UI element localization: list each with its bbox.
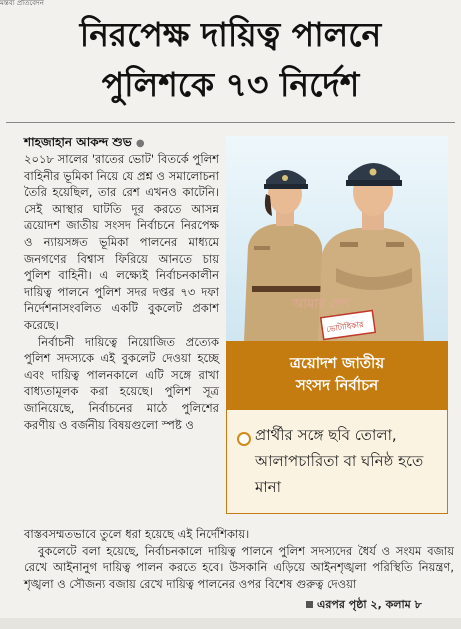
page-bottom-edge bbox=[0, 618, 461, 629]
headline bbox=[0, 10, 461, 110]
paragraph-2-end: বাস্তবসম্মতভাবে তুলে ধরা হয়েছে এই নির্দেশিকায়। bbox=[24, 527, 250, 541]
police-officers-image bbox=[226, 136, 448, 341]
watermark: আমার দেশ bbox=[292, 297, 350, 312]
headline-line-2: পুলিশকে ৭৩ নির্দেশ bbox=[101, 65, 360, 104]
paragraph-2: নির্বাচনী দায়িত্বে নিয়োজিত প্রত্যেক পুলিশ সদস্যকে এই বুকলেট দেওয়া হচ্ছে এবং দায়িত্ব পালনকালে এটি সঙ্গে রাখা বাধ্যতামূলক করা হয়েছে। পুলিশ সূত্র জানিয়েছে, নির্বাচনের মাঠে পুলিশের করণীয় ও বর্জনীয় বিষয়গুলো স্পষ্ট ও bbox=[24, 334, 219, 432]
article-column-1 bbox=[24, 151, 219, 433]
police-illustration bbox=[226, 136, 448, 341]
continuation-note bbox=[306, 596, 422, 615]
top-strip: মন্তব্য প্রতিবেদন bbox=[0, 0, 44, 6]
byline-bullet-icon: ● bbox=[135, 138, 145, 149]
headline-rule bbox=[6, 122, 455, 123]
banner-line-1: ত্রয়োদশ জাতীয় bbox=[289, 354, 385, 372]
paragraph-3: বুকলেটে বলা হয়েছে, নির্বাচনকালে দায়িত্ব পালনে পুলিশ সদস্যদের ধৈর্য ও সংযম বজায় রেখে আইনানুগ দায়িত্ব পালন করতে হবে। উসকানি এড়িয়ে আইনশৃঙ্খলা পরিস্থিতি নিয়ন্ত্রণ, শৃঙ্খলা ও সৌজন্য বজায় রেখে দায়িত্ব পালনের ওপর বিশেষ গুরুত্ব দেওয়া bbox=[24, 543, 454, 591]
paragraph-1: ২০১৮ সালের 'রাতের ভোট' বিতর্কে পুলিশ বাহিনীর ভূমিকা নিয়ে যে প্রশ্ন ও সমালোচনা তৈরি হয়েছিল, তার রেশ এখনও কাটেনি। সেই আস্থার ঘাটতি দূর করতে আসন্ন ত্রয়োদশ জাতীয় সংসদ নির্বাচনে নিরপেক্ষ ও ন্যায়সঙ্গত ভূমিকা পালনের মাধ্যমে জনগণের বিশ্বাস ফিরিয়ে আনতে চায় পুলিশ বাহিনী। এ লক্ষ্যেই নির্বাচনকালীন দায়িত্ব পালনে পুলিশ সদর দপ্তর ৭৩ দফা নির্দেশনাসংবলিত একটি বুকলেট প্রকাশ করেছে। bbox=[24, 152, 219, 332]
ring-bullet-icon bbox=[237, 432, 251, 446]
article-full-width bbox=[24, 526, 454, 592]
callout-text: প্রার্থীর সঙ্গে ছবি তোলা, আলাপচারিতা বা ঘনিষ্ঠ হতে মানা bbox=[255, 426, 424, 496]
callout-box bbox=[226, 409, 448, 514]
banner-line-2: সংসদ নির্বাচন bbox=[295, 376, 379, 394]
continuation-text: এরপর পৃষ্ঠা ২, কলাম ৮ bbox=[317, 598, 422, 611]
author-name: শাহজাহান আকন্দ শুভ bbox=[24, 135, 132, 149]
square-bullet-icon bbox=[306, 601, 313, 608]
election-banner bbox=[226, 341, 448, 409]
headline-line-1: নিরপেক্ষ দায়িত্ব পালনে bbox=[79, 15, 382, 54]
ballot-card-label: ভোটাধিকার bbox=[325, 319, 364, 335]
